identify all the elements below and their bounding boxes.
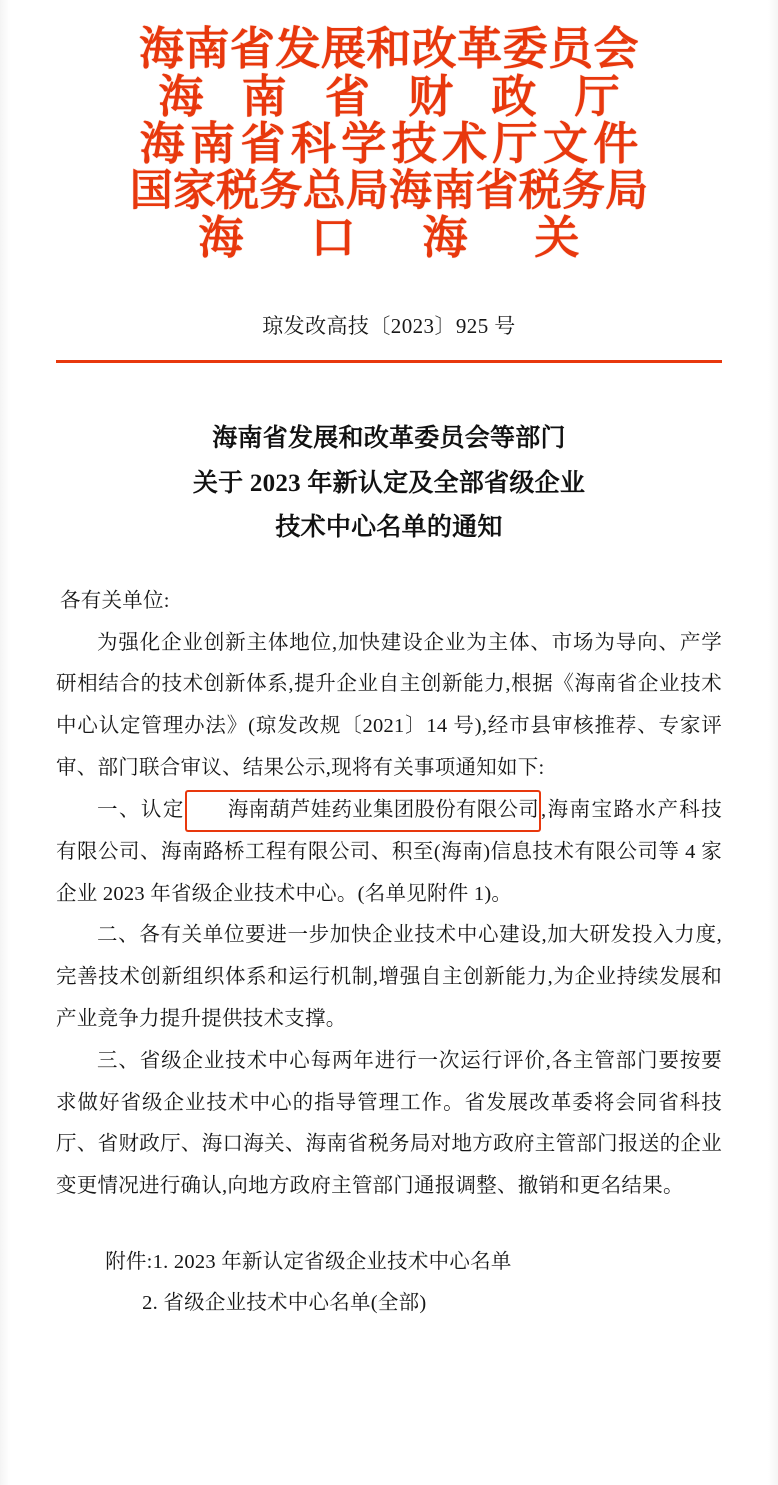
page-edge-shadow-left xyxy=(0,0,10,1485)
attachment-line-1: 附件:1. 2023 年新认定省级企业技术中心名单 xyxy=(105,1251,512,1274)
paragraph-item-3: 三、省级企业技术中心每两年进行一次运行评价,各主管部门要按要求做好省级企业技术中心的指导管理工作。省发展改革委将会同省科技厅、省财政厅、海口海关、海南省税务局对地方政府主管部门报送的企业变更情况进行确认,向地方政府主管部门通报调整、撤销和更名结果。 xyxy=(56,1049,722,1198)
attachment-line-2: 2. 省级企业技术中心名单(全部) xyxy=(142,1292,427,1315)
document-title xyxy=(56,417,722,551)
letterhead xyxy=(56,0,722,262)
item-1-prefix: 一、认定 xyxy=(97,798,185,821)
attachments-section xyxy=(56,1242,722,1324)
highlighted-company-name: 海南葫芦娃药业集团股份有限公司 xyxy=(185,790,541,832)
title-line-2: 关于 2023 年新认定及全部省级企业 xyxy=(192,469,586,497)
letterhead-line-4: 国家税务总局海南省税务局 xyxy=(129,168,649,216)
paragraph-item-1 xyxy=(56,790,722,915)
letterhead-line-2: 海 南 省 财 政 厅 xyxy=(158,71,634,122)
document-body xyxy=(56,581,722,1208)
paragraph-item-2: 二、各有关单位要进一步加快企业技术中心建设,加大研发投入力度,完善技术创新组织体系和运行机制,增强自主创新能力,为企业持续发展和产业竞争力提升提供技术支撑。 xyxy=(56,924,722,1030)
item-1-suffix: ,海南宝路水产科技有限公司、海南路桥工程有限公司、积至(海南)信息技术有限公司等 4 家企业 2023 年省级企业技术中心。(名单见附件 1)。 xyxy=(56,798,722,905)
page-edge-shadow-right xyxy=(768,0,778,1485)
letterhead-line-3: 海南省科学技术厅文件 xyxy=(139,119,644,170)
title-line-1: 海南省发展和改革委员会等部门 xyxy=(212,425,566,453)
letterhead-line-5: 海 口 海 关 xyxy=(198,212,608,263)
document-number: 琼发改高技〔2023〕925 号 xyxy=(262,314,516,339)
red-divider-rule xyxy=(56,360,722,363)
title-line-3: 技术中心名单的通知 xyxy=(275,514,503,542)
paragraph-intro: 为强化企业创新主体地位,加快建设企业为主体、市场为导向、产学研相结合的技术创新体系,提升企业自主创新能力,根据《海南省企业技术中心认定管理办法》(琼发改规〔2021〕14 号),经市县审核推荐、专家评审、部门联合审议、结果公示,现将有关事项通知如下: xyxy=(56,631,722,780)
salutation: 各有关单位: xyxy=(60,589,170,612)
letterhead-line-1: 海南省发展和改革委员会 xyxy=(139,24,639,74)
